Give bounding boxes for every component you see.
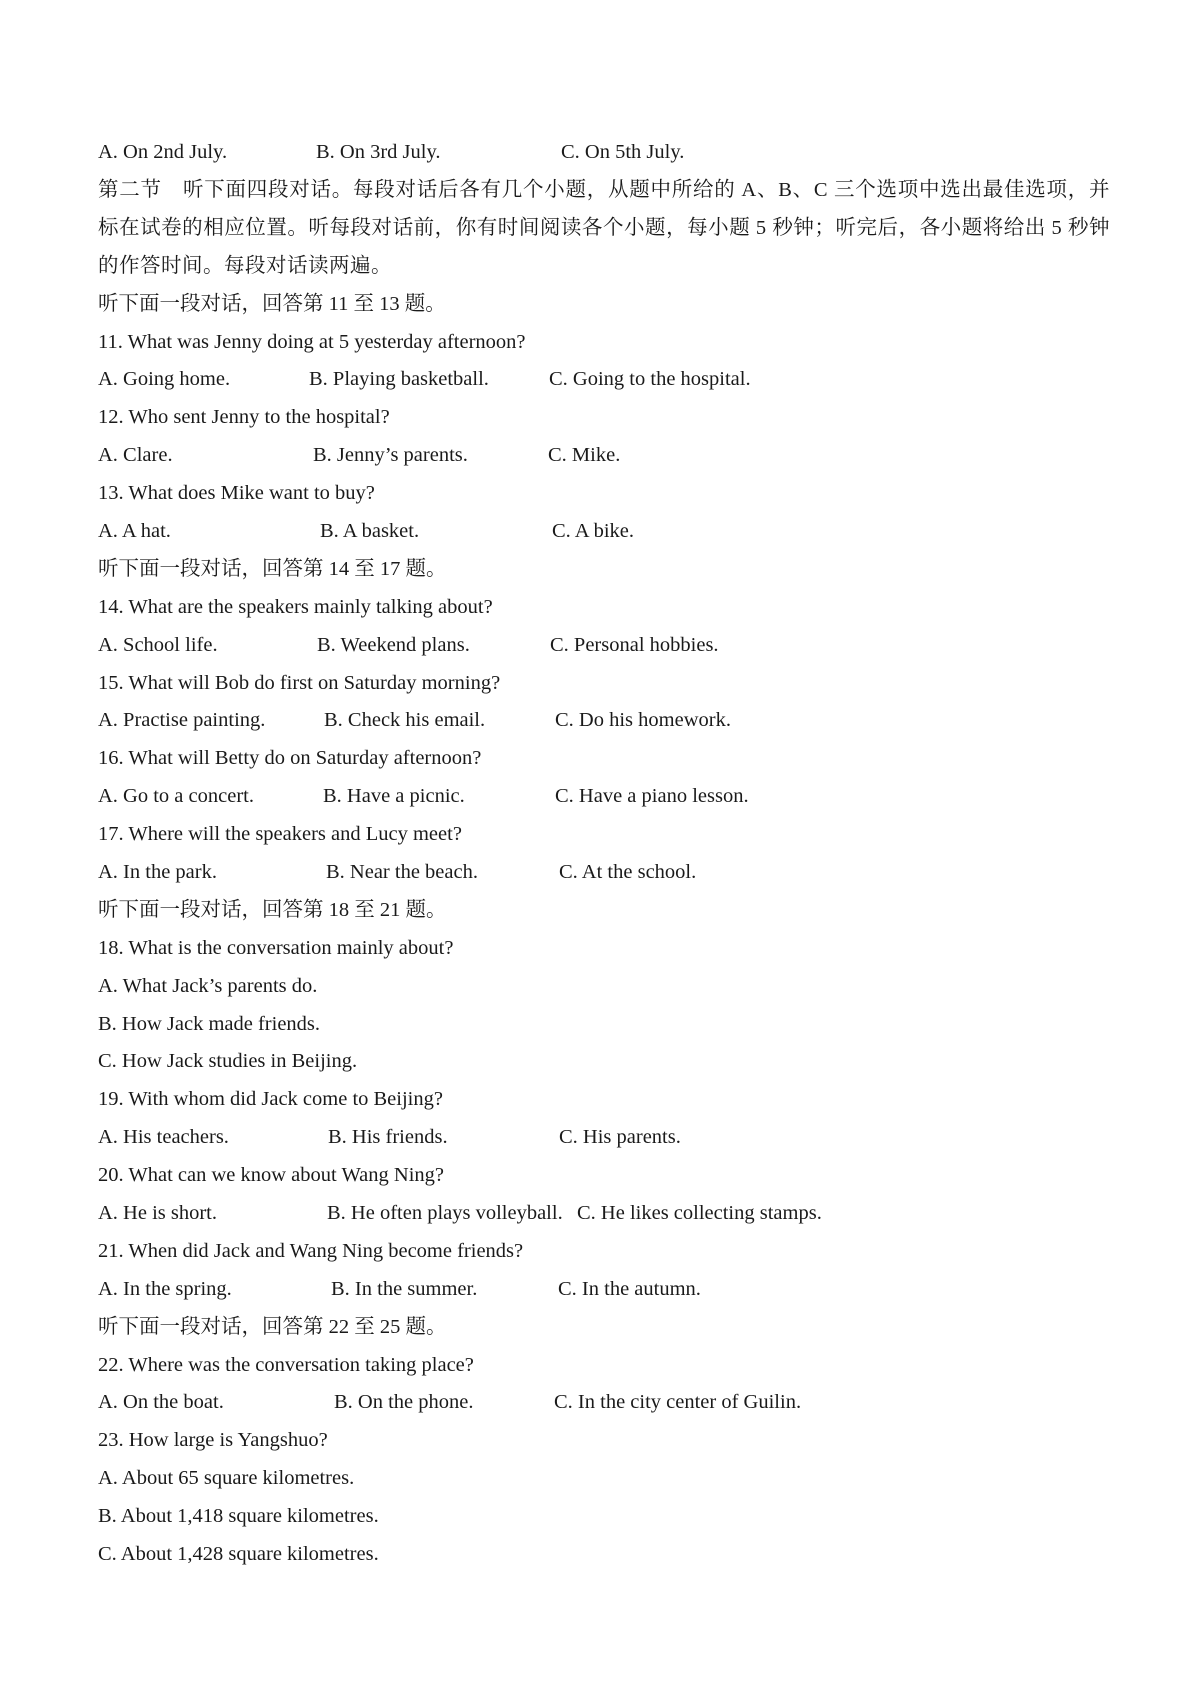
option-b: B. On 3rd July. — [316, 141, 441, 163]
question-text: 16. What will Betty do on Saturday afternoon? — [98, 747, 482, 770]
option-a: A. Practise painting. — [98, 709, 266, 732]
option-c: C. Personal hobbies. — [550, 633, 719, 656]
options-row — [98, 437, 1110, 475]
page-content — [98, 134, 1110, 1574]
question-text: 21. When did Jack and Wang Ning become friends? — [98, 1239, 524, 1262]
options-row — [98, 702, 1110, 740]
group-instruction: 听下面一段对话，回答第 11 至 13 题。 — [98, 292, 446, 315]
options-row — [98, 854, 1110, 892]
option-a: A. What Jack’s parents do. — [98, 974, 318, 997]
section-intro: 第二节 听下面四段对话。每段对话后各有几个小题，从题中所给的 A、B、C 三个选项中选出最佳选项，并标在试卷的相应位置。听每段对话前，你有时间阅读各个小题，每小题 5 秒钟；听完后，各小题将给出 5 秒钟的作答时间。每段对话读两遍。 — [98, 178, 1110, 277]
question-text: 22. Where was the conversation taking place? — [98, 1353, 474, 1376]
question-text: 19. With whom did Jack come to Beijing? — [98, 1088, 443, 1111]
option-b: B. Jenny’s parents. — [313, 444, 468, 467]
question-text: 15. What will Bob do first on Saturday morning? — [98, 671, 501, 694]
option-b: B. Have a picnic. — [323, 785, 465, 808]
question-text: 23. How large is Yangshuo? — [98, 1429, 328, 1452]
option-c: C. Do his homework. — [555, 709, 731, 732]
option-a: A. School life. — [98, 633, 218, 656]
options-row — [98, 778, 1110, 816]
options-row — [98, 134, 1110, 172]
question-text: 17. Where will the speakers and Lucy meet? — [98, 823, 462, 846]
option-a: A. About 65 square kilometres. — [98, 1467, 355, 1490]
option-c: C. In the autumn. — [558, 1277, 701, 1300]
option-c: C. His parents. — [559, 1126, 681, 1149]
option-b: B. Check his email. — [324, 709, 486, 732]
option-a: A. On 2nd July. — [98, 141, 228, 163]
options-row — [98, 627, 1110, 665]
option-a: A. In the park. — [98, 860, 217, 883]
group-instruction: 听下面一段对话，回答第 18 至 21 题。 — [98, 898, 447, 921]
options-row — [98, 1271, 1110, 1309]
option-a: A. Go to a concert. — [98, 785, 254, 808]
options-row — [98, 1195, 1110, 1233]
question-text: 13. What does Mike want to buy? — [98, 482, 375, 505]
options-row — [98, 513, 1110, 551]
question-text: 12. Who sent Jenny to the hospital? — [98, 406, 390, 429]
option-c: C. Going to the hospital. — [549, 368, 751, 391]
group-instruction: 听下面一段对话，回答第 22 至 25 题。 — [98, 1315, 447, 1338]
group-instruction: 听下面一段对话，回答第 14 至 17 题。 — [98, 557, 447, 580]
option-a: A. His teachers. — [98, 1126, 229, 1149]
option-a: A. Clare. — [98, 444, 173, 467]
option-a: A. Going home. — [98, 368, 231, 391]
option-c: C. How Jack studies in Beijing. — [98, 1050, 358, 1073]
question-text: 18. What is the conversation mainly about? — [98, 936, 454, 959]
option-c: C. He likes collecting stamps. — [577, 1201, 822, 1224]
option-c: C. In the city center of Guilin. — [554, 1391, 802, 1414]
option-b: B. Weekend plans. — [317, 633, 470, 656]
option-c: C. Have a piano lesson. — [555, 785, 749, 808]
option-a: A. On the boat. — [98, 1391, 224, 1414]
options-row — [98, 1119, 1110, 1157]
option-a: A. In the spring. — [98, 1277, 232, 1300]
option-b: B. About 1,418 square kilometres. — [98, 1505, 379, 1528]
option-c: C. About 1,428 square kilometres. — [98, 1543, 379, 1565]
option-c: C. At the school. — [559, 860, 697, 883]
option-b: B. Near the beach. — [326, 860, 478, 883]
option-b: B. How Jack made friends. — [98, 1012, 321, 1035]
question-text: 14. What are the speakers mainly talking about? — [98, 595, 493, 618]
option-c: C. On 5th July. — [561, 141, 685, 163]
option-a: A. He is short. — [98, 1201, 218, 1224]
option-c: C. Mike. — [548, 444, 621, 467]
option-b: B. On the phone. — [334, 1391, 474, 1414]
option-a: A. A hat. — [98, 519, 171, 542]
question-text: 20. What can we know about Wang Ning? — [98, 1164, 445, 1187]
options-row — [98, 1384, 1110, 1422]
options-row — [98, 361, 1110, 399]
option-c: C. A bike. — [552, 519, 635, 542]
option-b: B. In the summer. — [331, 1277, 478, 1300]
option-b: B. A basket. — [320, 519, 420, 542]
option-b: B. He often plays volleyball. — [327, 1201, 563, 1224]
option-b: B. His friends. — [328, 1126, 448, 1149]
option-b: B. Playing basketball. — [309, 368, 489, 391]
question-text: 11. What was Jenny doing at 5 yesterday afternoon? — [98, 330, 526, 353]
